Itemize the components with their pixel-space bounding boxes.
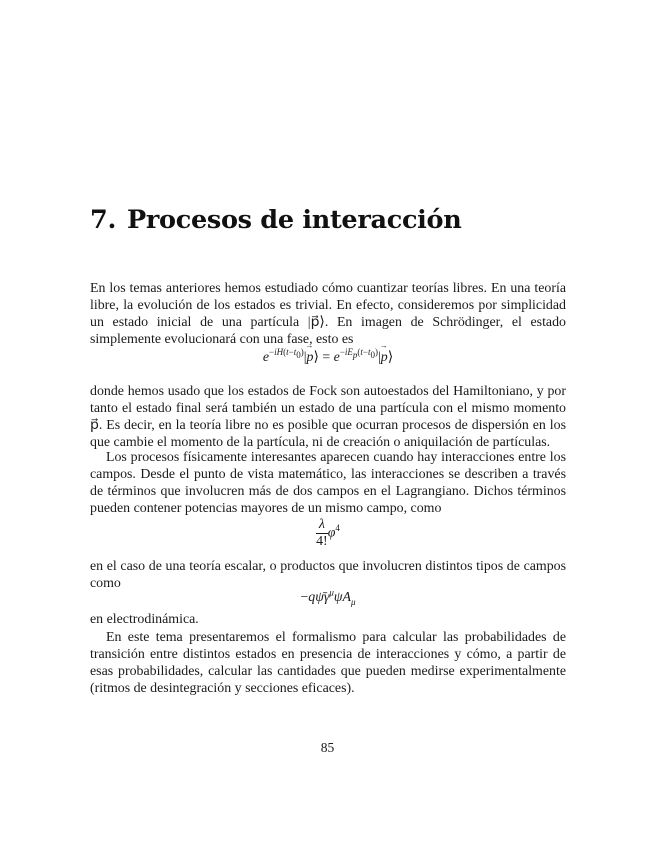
chapter-title: [90, 205, 462, 235]
page-number: 85: [320, 740, 335, 755]
equation-phi4: $\frac{\lambda}{4!}$ $\varphi^4$: [316, 517, 340, 549]
paragraph-chapter-outline: En este tema presentaremos el formalismo para calcular las probabilidades de transición entre distintos estados en presencia de interacciones y cómo, a partir de esas probabilidades, calcular las cantidades que pueden medirse experimentalmente (ritmos de desintegración y secciones eficaces).: [90, 630, 566, 697]
equation-qed-interaction: $-q\psī\gamma^\mu\psi A_\mu$: [300, 587, 356, 607]
paragraph-intro: En los temas anteriores hemos estudiado cómo cuantizar teorías libres. En una teoría libre, la evolución de los estados es trivial. En efecto, consideremos por simplicidad un estado inicial de una partícula |p⃗⟩. En imagen de Schrödinger, el estado simplemente evolucionará con una fase, esto es: [90, 281, 566, 348]
equation-time-evolution: $e^{-iH(t-t_0)}|\to$ p⟩ = $e^{-iE_p(t-t_0)}|\to$ p⟩: [90, 349, 566, 366]
paragraph-fock-states: donde hemos usado que los estados de Fock son autoestados del Hamiltoniano, y por tanto el estado final será también un estado de una partícula con el mismo momento p⃗. Es decir, en la teoría libre no es posible que ocurran procesos de dispersión en los que cambie el momento de la partícula, ni de creación o aniquilación de partículas.: [90, 384, 566, 451]
chapter-number: 7.: [90, 205, 117, 235]
paragraph-electrodynamics: en electrodinámica.: [90, 612, 199, 627]
paragraph-interactions: Los procesos físicamente interesantes aparecen cuando hay interacciones entre los campos. Desde el punto de vista matemático, las interacciones se describen a través de términos que involucren más de dos campos en el Lagrangiano. Dichos términos pueden contener potencias mayores de un mismo campo, como: [90, 450, 566, 517]
chapter-title-text: Procesos de interacción: [127, 205, 462, 235]
paragraph-scalar-theory: en el caso de una teoría escalar, o productos que involucren distintos tipos de campos como: [90, 559, 566, 592]
